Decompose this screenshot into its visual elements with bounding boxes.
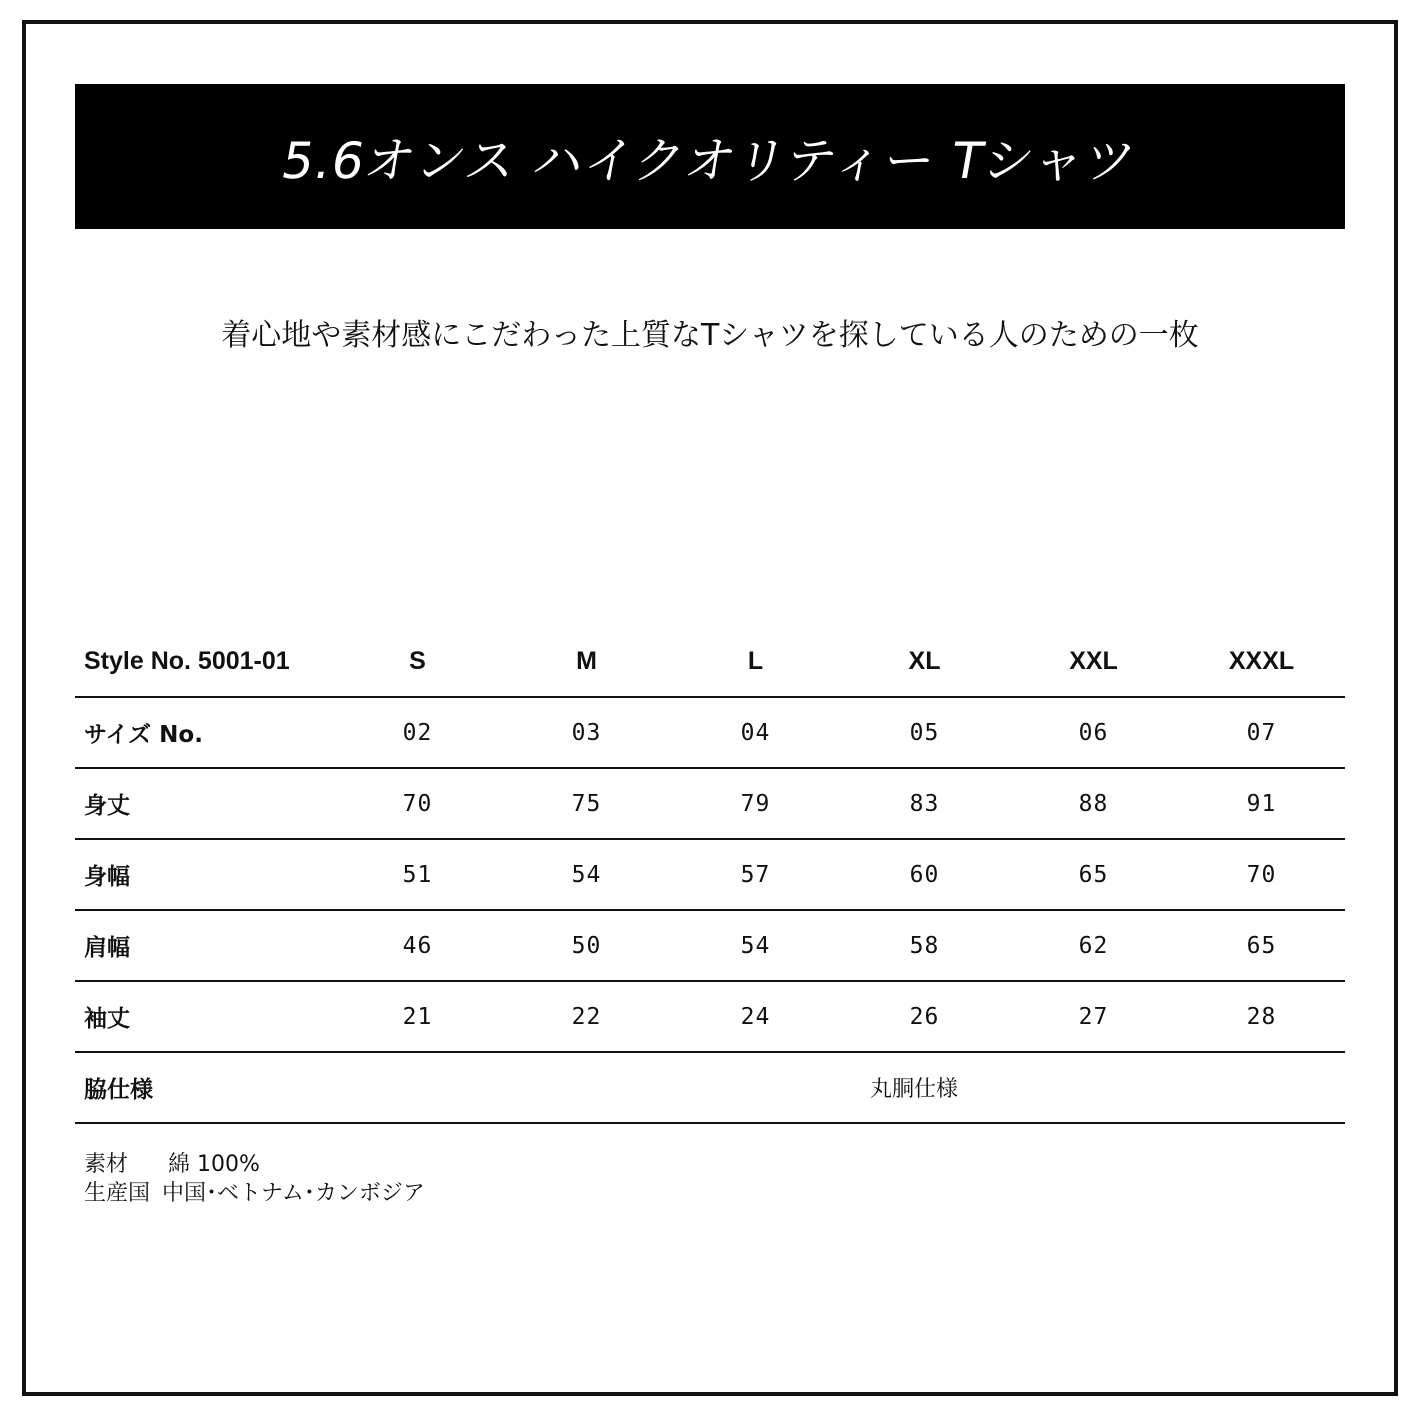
table-cell: 04 — [740, 719, 771, 746]
table-cell: 50 — [571, 932, 602, 959]
table-cell: 03 — [571, 719, 602, 746]
material-value: 綿 100% — [168, 1152, 260, 1177]
material-label: 素材 — [84, 1152, 129, 1177]
table-cell: 88 — [1078, 790, 1109, 817]
table-cell: 60 — [909, 861, 940, 888]
table-cell: 28 — [1246, 1003, 1277, 1030]
row-label: 肩幅 — [84, 935, 130, 961]
product-title: 5.6オンス ハイクオリティー Tシャツ — [277, 131, 1142, 190]
product-notes — [84, 1150, 425, 1208]
table-cell: 26 — [909, 1003, 940, 1030]
title-banner — [75, 84, 1345, 229]
table-cell: 70 — [402, 790, 433, 817]
origin-line — [84, 1179, 425, 1208]
table-cell: 46 — [402, 932, 433, 959]
size-header-xl: XL — [908, 647, 941, 675]
size-header-l: L — [747, 647, 764, 675]
table-cell: 91 — [1246, 790, 1277, 817]
size-header-m: M — [576, 647, 597, 675]
row-label: 身丈 — [84, 793, 130, 819]
table-cell: 62 — [1078, 932, 1109, 959]
origin-value: 中国･ベトナム･カンボジア — [162, 1181, 425, 1206]
size-header-xxl: XXL — [1069, 647, 1118, 675]
table-row-side-spec — [75, 1052, 1345, 1123]
table-cell: 27 — [1078, 1003, 1109, 1030]
table-cell: 75 — [571, 790, 602, 817]
product-tagline: 着心地や素材感にこだわった上質なTシャツを探している人のための一枚 — [221, 318, 1199, 353]
table-row-body-length — [75, 768, 1345, 839]
table-cell: 65 — [1078, 861, 1109, 888]
row-label: サイズ No. — [84, 722, 203, 748]
table-cell: 83 — [909, 790, 940, 817]
table-cell: 02 — [402, 719, 433, 746]
origin-label: 生産国 — [84, 1181, 151, 1206]
size-header-s: S — [409, 647, 426, 675]
row-label: 袖丈 — [84, 1006, 130, 1032]
table-cell: 24 — [740, 1003, 771, 1030]
table-cell: 05 — [909, 719, 940, 746]
side-spec-value: 丸胴仕様 — [869, 1077, 958, 1102]
table-row-size-number — [75, 697, 1345, 768]
table-cell: 65 — [1246, 932, 1277, 959]
size-header-xxxl: XXXL — [1228, 647, 1295, 675]
size-chart-table — [75, 627, 1345, 1124]
style-number-header: Style No. 5001-01 — [84, 647, 290, 675]
table-cell: 21 — [402, 1003, 433, 1030]
table-cell: 54 — [571, 861, 602, 888]
table-cell: 58 — [909, 932, 940, 959]
table-cell: 70 — [1246, 861, 1277, 888]
table-cell: 79 — [740, 790, 771, 817]
material-line — [84, 1150, 425, 1179]
row-label: 脇仕様 — [84, 1077, 153, 1103]
table-header-row — [75, 627, 1345, 697]
row-label: 身幅 — [84, 864, 130, 890]
table-cell: 57 — [740, 861, 771, 888]
table-cell: 51 — [402, 861, 433, 888]
table-cell: 54 — [740, 932, 771, 959]
table-row-sleeve-length — [75, 981, 1345, 1052]
table-row-shoulder-width — [75, 910, 1345, 981]
table-row-body-width — [75, 839, 1345, 910]
table-cell: 22 — [571, 1003, 602, 1030]
table-cell: 06 — [1078, 719, 1109, 746]
table-cell: 07 — [1246, 719, 1277, 746]
